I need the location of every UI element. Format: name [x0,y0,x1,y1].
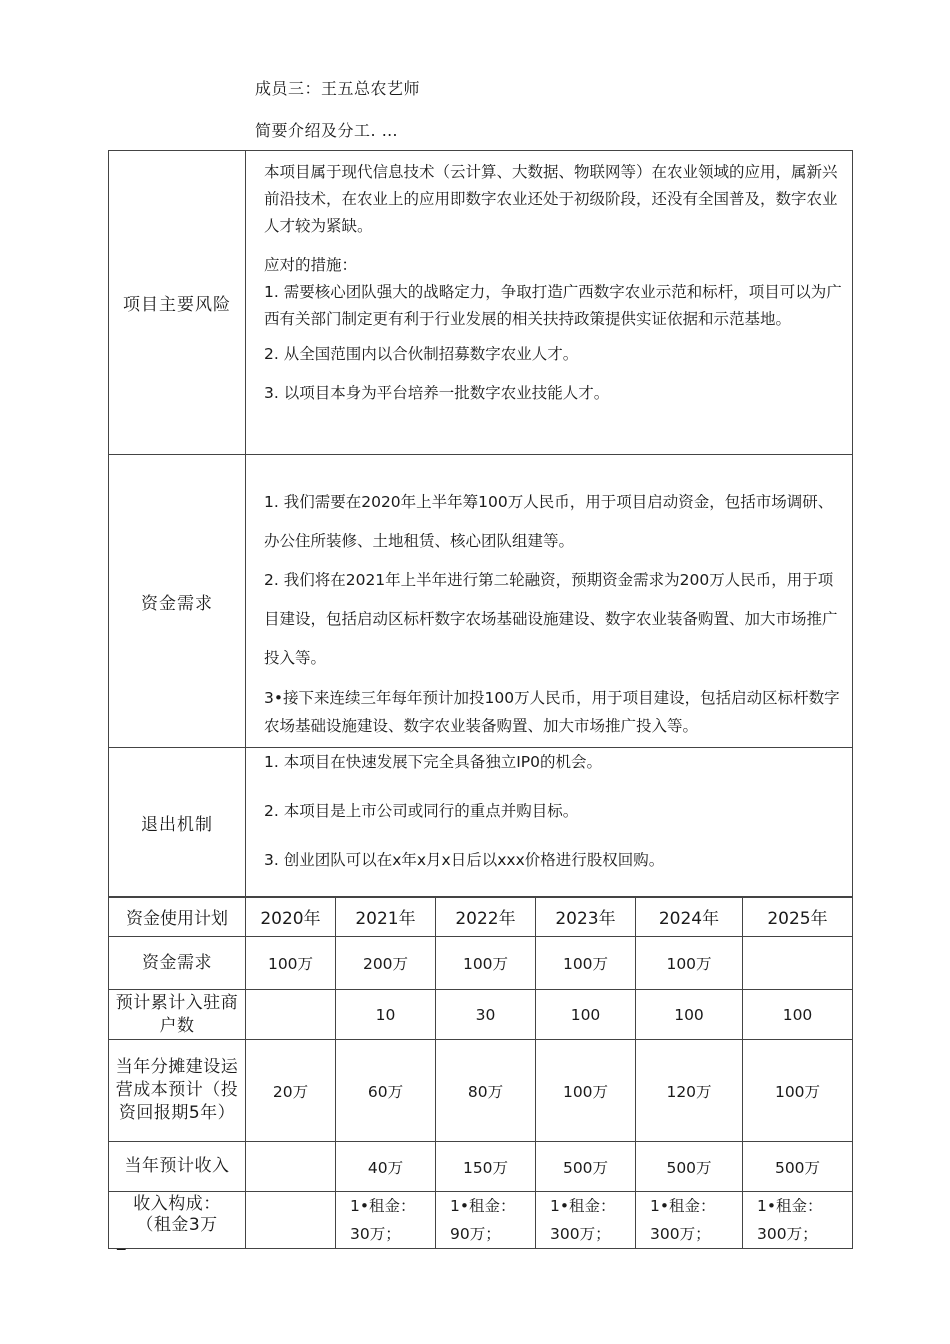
risk-intro: 本项目属于现代信息技术（云计算、大数据、物联网等）在农业领域的应用，属新兴前沿技术，在农业上的应用即数字农业还处于初级阶段，还没有全国普及，数字农业人才较为紧缺。 [264,163,838,235]
income-label-line: _ [117,1231,126,1251]
table-cell: 500万 [636,1142,743,1192]
table-cell [246,990,336,1040]
table-cell: 100 [743,990,853,1040]
table-cell: 100 [636,990,743,1040]
table-cell: 100 [536,990,636,1040]
exit-label: 退出机制 [109,748,246,898]
income-label-line: （租金3万 [136,1215,218,1235]
year-2024: 2024年 [636,897,743,937]
table-row [109,1040,853,1142]
table-row [109,1142,853,1192]
table-cell: 100万 [536,937,636,990]
table-cell [436,1192,536,1249]
risk-measure-1: 1. 需要核心团队强大的战略定力，争取打造广西数字农业示范和标杆，项目可以为广西有关部门制定更有利于行业发展的相关扶持政策提供实证依据和示范基地。 [264,283,842,328]
year-2021: 2021年 [336,897,436,937]
exit-item-1: 1. 本项目在快速发展下完全具备独立IP0的机会。 [264,753,602,771]
table-cell [246,1142,336,1192]
plan-header-label: 资金使用计划 [109,897,246,937]
income-line: 1•租金： [350,1197,416,1215]
table-cell [743,937,853,990]
funding-item-3: 3•接下来连续三年每年预计加投100万人民币，用于项目建设，包括启动区标杆数字农场基础设施建设、数字农业装备购置、加大市场推广投入等。 [264,689,840,735]
income-line: 90万； [450,1225,501,1243]
exit-row [109,748,853,898]
table-cell: 60万 [336,1040,436,1142]
table-cell [536,1192,636,1249]
income-line: 1•租金： [650,1197,716,1215]
table-cell: 500万 [536,1142,636,1192]
exit-item-2: 2. 本项目是上市公司或同行的重点并购目标。 [264,802,579,820]
table-cell: 100万 [246,937,336,990]
table-cell [636,1192,743,1249]
table-cell: 80万 [436,1040,536,1142]
risk-label: 项目主要风险 [109,151,246,455]
funding-content [246,455,853,748]
table-cell: 100万 [743,1040,853,1142]
table-cell: 200万 [336,937,436,990]
fund-usage-plan-table [108,896,853,1249]
income-line: 300万； [757,1225,818,1243]
income-label-line: 收入构成： [133,1194,221,1214]
row-label-income-composition [109,1192,246,1249]
table-cell: 20万 [246,1040,336,1142]
funding-item-1: 1. 我们需要在2020年上半年筹100万人民币，用于项目启动资金，包括市场调研、办公住所装修、土地租赁、核心团队组建等。 [264,493,834,550]
income-line: 1•租金： [450,1197,516,1215]
income-line: 300万； [550,1225,611,1243]
row-label-annual-income: 当年预计收入 [109,1142,246,1192]
income-line: 300万； [650,1225,711,1243]
funding-label: 资金需求 [109,455,246,748]
table-cell: 150万 [436,1142,536,1192]
plan-header-row [109,897,853,937]
funding-row [109,455,853,748]
risk-measures-heading: 应对的措施： [264,256,358,274]
row-label-cost-estimate: 当年分摊建设运营成本预计（投资回报期5年） [109,1040,246,1142]
exit-content [246,748,853,898]
table-row [109,1192,853,1249]
table-cell [336,1192,436,1249]
exit-item-3: 3. 创业团队可以在x年x月x日后以xxx价格进行股权回购。 [264,851,665,869]
risk-measure-3: 3. 以项目本身为平台培养一批数字农业技能人才。 [264,384,610,402]
risk-row [109,151,853,455]
year-2020: 2020年 [246,897,336,937]
table-cell: 100万 [536,1040,636,1142]
income-line: 1•租金： [550,1197,616,1215]
risk-measure-2: 2. 从全国范围内以合伙制招募数字农业人才。 [264,345,579,363]
intro-division-line: 简要介绍及分工. … [255,121,399,140]
row-label-funding-need: 资金需求 [109,937,246,990]
year-2023: 2023年 [536,897,636,937]
table-cell: 30 [436,990,536,1040]
table-cell [743,1192,853,1249]
table-cell: 40万 [336,1142,436,1192]
row-label-merchant-count: 预计累计入驻商户数 [109,990,246,1040]
risk-content [246,151,853,455]
table-cell [246,1192,336,1249]
funding-item-2: 2. 我们将在2021年上半年进行第二轮融资，预期资金需求为200万人民币，用于项目建设，包括启动区标杆数字农场基础设施建设、数字农业装备购置、加大市场推广投入等。 [264,571,838,667]
year-2022: 2022年 [436,897,536,937]
table-cell: 500万 [743,1142,853,1192]
table-cell: 120万 [636,1040,743,1142]
table-row [109,937,853,990]
table-cell: 10 [336,990,436,1040]
member-three-line: 成员三：王五总农艺师 [255,79,421,98]
project-info-table [108,150,853,898]
table-row [109,990,853,1040]
income-line: 30万； [350,1225,401,1243]
income-line: 1•租金： [757,1197,823,1215]
year-2025: 2025年 [743,897,853,937]
table-cell: 100万 [636,937,743,990]
table-cell: 100万 [436,937,536,990]
